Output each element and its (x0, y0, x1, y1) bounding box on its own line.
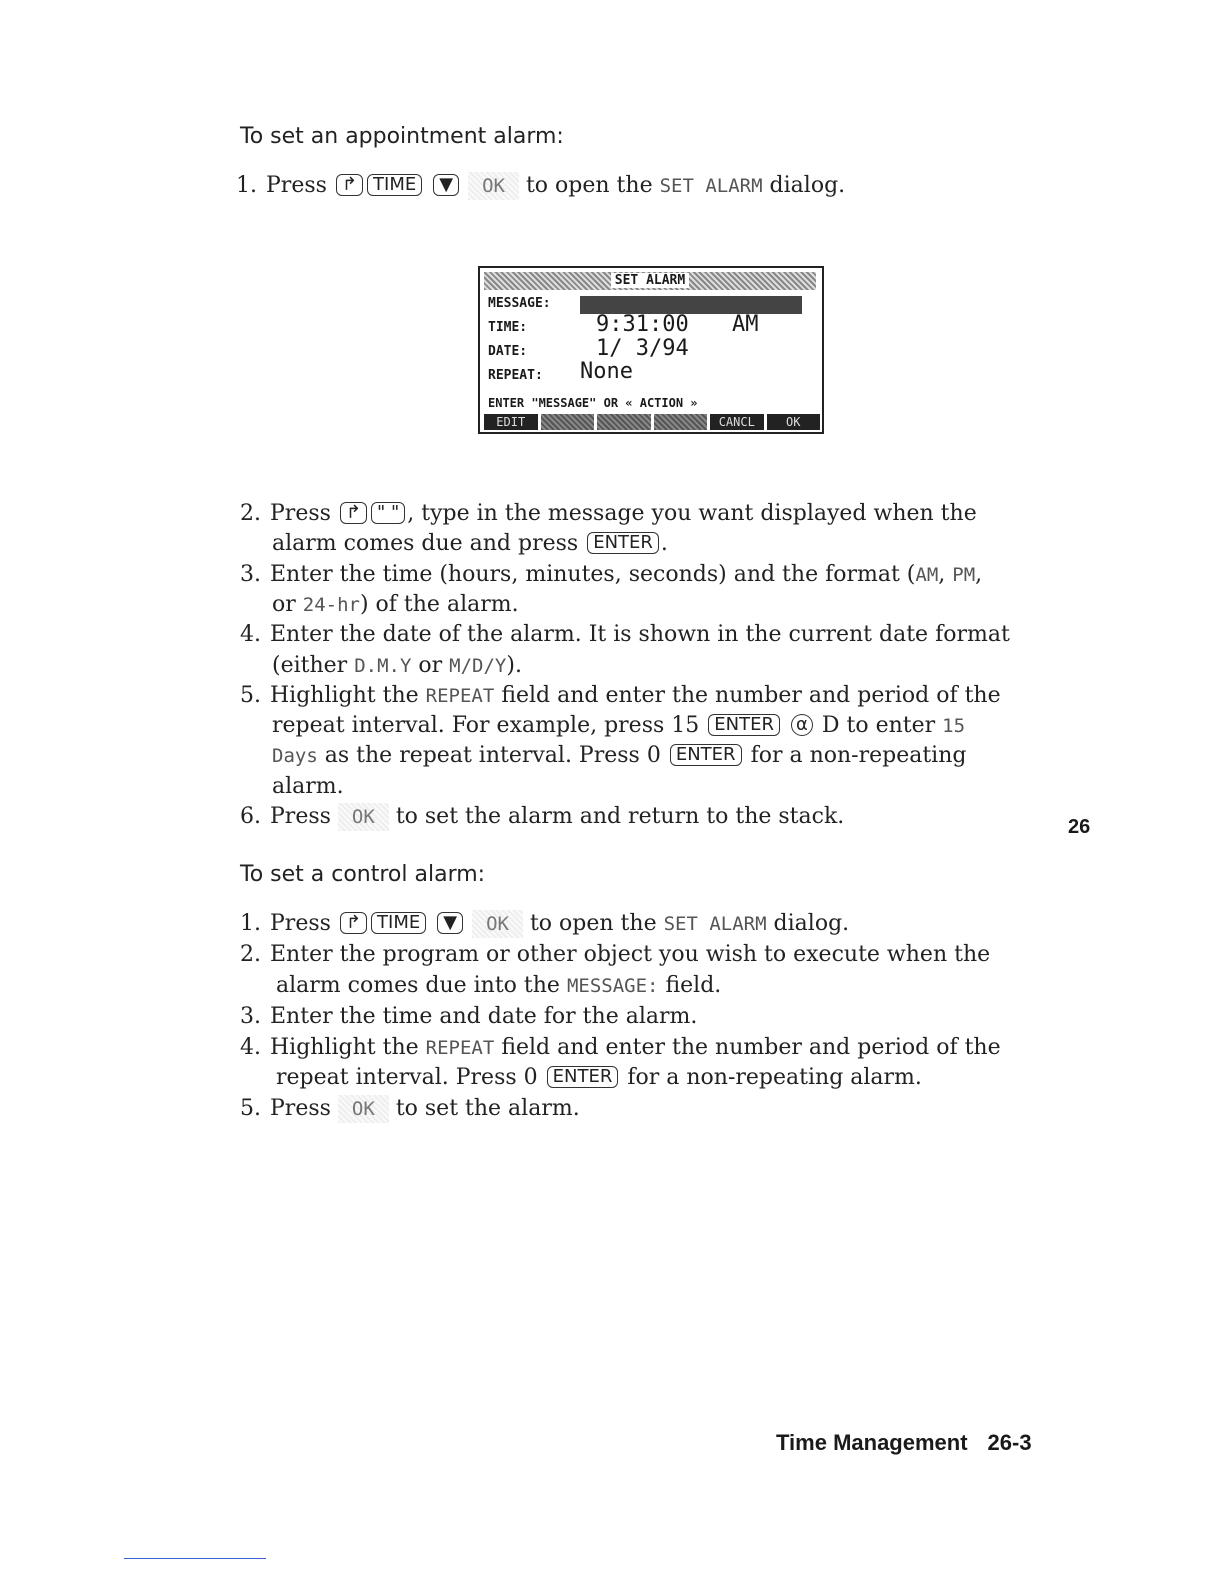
footer-page-number: 26-3 (987, 1430, 1032, 1455)
date-value: 1/ 3/94 (596, 336, 689, 361)
menu-cancel: CANCL (710, 414, 764, 430)
section-heading-control: To set a control alarm: (240, 862, 486, 887)
step-3-line-2: or 24-hr) of the alarm. (272, 592, 519, 617)
step-6: 6. Press OK to set the alarm and return to the stack. (240, 804, 845, 829)
time-key: TIME (367, 174, 422, 196)
step-5-line-1: 5. Highlight the REPEAT field and enter the number and period of the (240, 683, 1001, 708)
step-3-line-1: 3. Enter the time (hours, minutes, seconds) and the format (AM, PM, (240, 562, 983, 587)
right-shift-key: ↱ (340, 502, 367, 524)
section-heading-appointment: To set an appointment alarm: (240, 124, 564, 149)
menu-blank-4 (654, 414, 708, 430)
enter-key: ENTER (547, 1066, 619, 1088)
step-5-line-3: Days as the repeat interval. Press 0 ENTER for a non-repeating (272, 743, 967, 768)
menu-edit: EDIT (484, 414, 538, 430)
ok-softkey: OK (472, 910, 523, 938)
screen-title: SET ALARM (484, 272, 816, 290)
step-1-appointment: 1. Press ↱ TIME ▼ OK to open the SET ALARM dialog. (236, 173, 846, 198)
time-label: TIME: (488, 320, 528, 335)
quote-key: " " (371, 502, 405, 524)
repeat-label: REPEAT: (488, 368, 543, 383)
enter-key: ENTER (708, 714, 780, 736)
enter-key: ENTER (587, 532, 659, 554)
softkey-menu (484, 414, 820, 430)
menu-blank-3 (597, 414, 651, 430)
ok-softkey: OK (338, 1095, 389, 1123)
step-5-line-2: repeat interval. For example, press 15 ENTER α D to enter 15 (272, 713, 966, 738)
date-label: DATE: (488, 344, 528, 359)
control-step-2-line-1: 2. Enter the program or other object you wish to execute when the (240, 942, 991, 967)
enter-key: ENTER (670, 744, 742, 766)
ok-softkey: OK (338, 803, 389, 831)
right-shift-key: ↱ (340, 912, 367, 934)
screen-prompt: ENTER "MESSAGE" OR « ACTION » (488, 396, 698, 410)
ok-softkey: OK (468, 172, 519, 200)
control-step-2-line-2: alarm comes due into the MESSAGE: field. (276, 973, 722, 998)
alpha-key: α (791, 714, 813, 736)
time-key: TIME (371, 912, 426, 934)
step-2-line-1: 2. Press ↱ " " , type in the message you want displayed when the (240, 501, 977, 526)
menu-blank-2 (541, 414, 595, 430)
step-4-line-1: 4. Enter the date of the alarm. It is shown in the current date format (240, 622, 1010, 647)
ampm-value: AM (732, 312, 759, 337)
repeat-value: None (580, 359, 633, 384)
control-step-3: 3. Enter the time and date for the alarm. (240, 1004, 698, 1029)
control-step-4-line-1: 4. Highlight the REPEAT field and enter the number and period of the (240, 1035, 1001, 1060)
set-alarm-screen (478, 266, 824, 434)
side-page-number: 26 (1068, 816, 1091, 838)
menu-ok: OK (767, 414, 821, 430)
message-label: MESSAGE: (488, 296, 551, 311)
step-4-line-2: (either D.M.Y or M/D/Y). (272, 653, 522, 678)
control-step-4-line-2: repeat interval. Press 0 ENTER for a non-repeating alarm. (276, 1065, 922, 1090)
footer-title: Time Management (776, 1430, 968, 1455)
control-step-1: 1. Press ↱ TIME ▼ OK to open the SET ALARM dialog. (240, 911, 850, 936)
page-footer (776, 1430, 1032, 1456)
bottom-rule (124, 1558, 266, 1559)
control-step-5: 5. Press OK to set the alarm. (240, 1096, 580, 1121)
down-arrow-key: ▼ (437, 912, 463, 934)
time-value: 9:31:00 (596, 312, 689, 337)
step-5-line-4: alarm. (272, 774, 344, 799)
down-arrow-key: ▼ (433, 174, 459, 196)
step-2-line-2: alarm comes due and press ENTER . (272, 531, 668, 556)
right-shift-key: ↱ (336, 174, 363, 196)
